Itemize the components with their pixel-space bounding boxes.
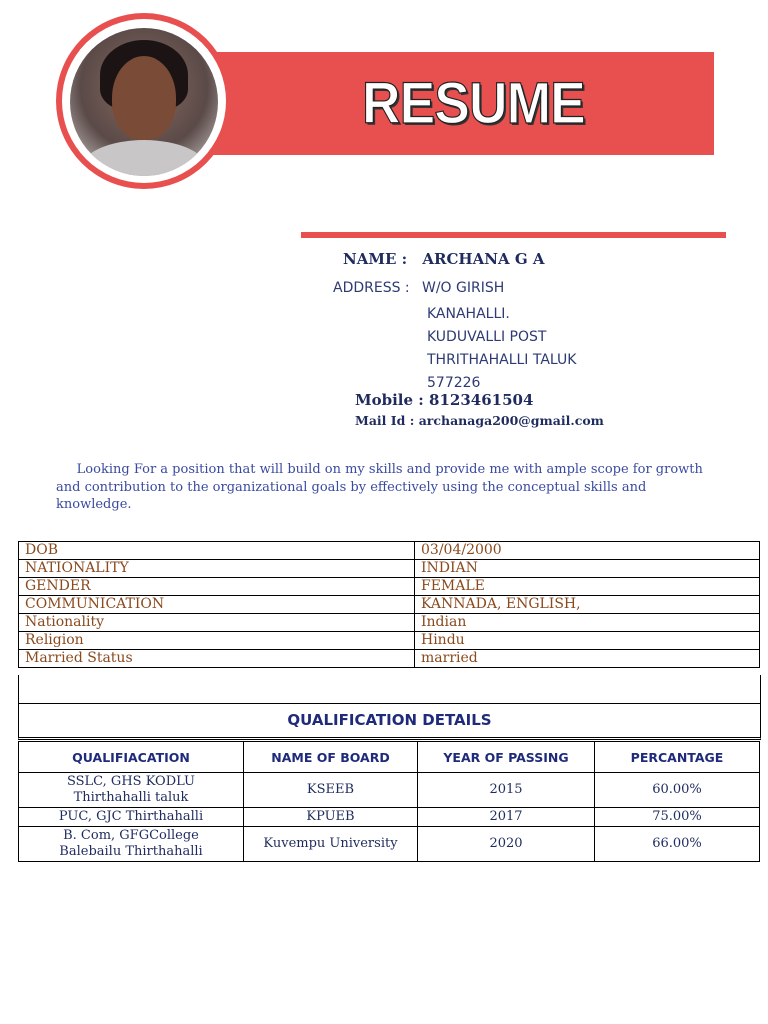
resume-title: RESUME: [362, 71, 585, 136]
mobile-number: Mobile : 8123461504: [355, 391, 534, 409]
address-line: KANAHALLI.: [427, 306, 510, 322]
email-address: Mail Id : archanaga200@gmail.com: [355, 413, 604, 428]
field-label: Married Status: [19, 650, 415, 668]
table-row: [19, 650, 760, 668]
year-cell: 2020: [418, 827, 595, 862]
address-label: ADDRESS :: [333, 280, 410, 296]
qualification-heading: QUALIFICATION DETAILS: [18, 703, 761, 740]
table-row: [19, 773, 760, 808]
field-label: GENDER: [19, 578, 415, 596]
field-value: married: [415, 650, 760, 668]
qualification-cell: SSLC, GHS KODLU Thirthahalli taluk: [19, 773, 244, 808]
table-row: [19, 560, 760, 578]
column-header: PERCANTAGE: [595, 742, 760, 773]
qualification-cell: B. Com, GFGCollege Balebailu Thirthahalli: [19, 827, 244, 862]
blank-row: [18, 675, 761, 704]
board-cell: Kuvempu University: [244, 827, 418, 862]
column-header: YEAR OF PASSING: [418, 742, 595, 773]
address-line: KUDUVALLI POST: [427, 329, 547, 345]
table-row: [19, 596, 760, 614]
photo-face: [112, 56, 176, 140]
percentage-cell: 66.00%: [595, 827, 760, 862]
career-objective: [56, 461, 716, 514]
field-value: INDIAN: [415, 560, 760, 578]
board-cell: KPUEB: [244, 808, 418, 827]
name-label: NAME :: [343, 250, 408, 268]
field-value: Indian: [415, 614, 760, 632]
board-cell: KSEEB: [244, 773, 418, 808]
table-row: [19, 578, 760, 596]
field-value: FEMALE: [415, 578, 760, 596]
field-label: NATIONALITY: [19, 560, 415, 578]
field-value: Hindu: [415, 632, 760, 650]
profile-photo: [70, 28, 218, 176]
objective-text: Looking For a position that will build on my skills and provide me with ample scope for growth and contribution to the organizational goals by effectively using the conceptual skills and knowledge.: [56, 462, 703, 512]
personal-details-table: [18, 541, 760, 668]
table-row: [19, 632, 760, 650]
field-value: KANNADA, ENGLISH,: [415, 596, 760, 614]
field-label: Nationality: [19, 614, 415, 632]
address-line: W/O GIRISH: [422, 280, 505, 296]
column-header: NAME OF BOARD: [244, 742, 418, 773]
percentage-cell: 75.00%: [595, 808, 760, 827]
address-block: [427, 303, 576, 395]
table-row: [19, 827, 760, 862]
year-cell: 2015: [418, 773, 595, 808]
field-label: DOB: [19, 542, 415, 560]
column-header: QUALIFIACATION: [19, 742, 244, 773]
address-line: THRITHAHALLI TALUK: [427, 352, 577, 368]
header-row: [19, 742, 760, 773]
qualification-table: [18, 741, 760, 862]
table-row: [19, 542, 760, 560]
divider-line: [301, 232, 726, 238]
photo-shoulders: [80, 140, 208, 176]
year-cell: 2017: [418, 808, 595, 827]
field-value: 03/04/2000: [415, 542, 760, 560]
candidate-name: ARCHANA G A: [422, 250, 545, 268]
qualification-cell: PUC, GJC Thirthahalli: [19, 808, 244, 827]
field-label: COMMUNICATION: [19, 596, 415, 614]
table-row: [19, 614, 760, 632]
name-row: [343, 250, 545, 268]
address-line: 577226: [427, 375, 481, 391]
field-label: Religion: [19, 632, 415, 650]
percentage-cell: 60.00%: [595, 773, 760, 808]
table-row: [19, 808, 760, 827]
